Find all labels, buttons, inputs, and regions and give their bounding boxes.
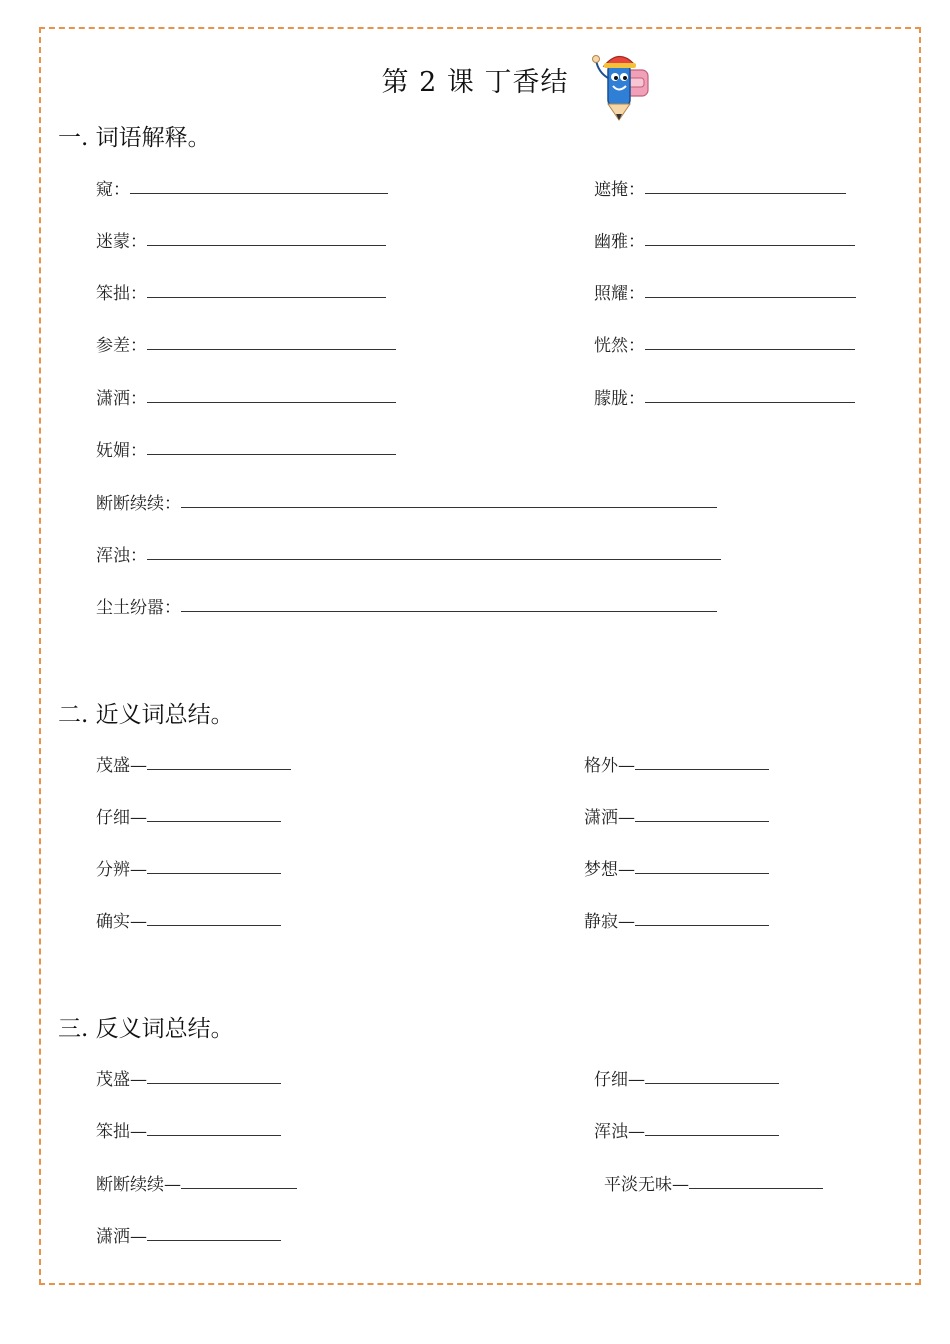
answer-blank[interactable] (645, 279, 856, 298)
antonym-item (96, 1221, 281, 1247)
answer-blank[interactable] (645, 384, 855, 403)
answer-blank[interactable] (147, 436, 396, 455)
antonym-item (96, 1064, 281, 1090)
word-label: 茂盛— (96, 756, 147, 776)
definition-item (96, 278, 386, 304)
definition-item (96, 592, 717, 618)
section-heading-synonyms: 二. 近义词总结。 (58, 702, 234, 728)
antonym-item (604, 1169, 823, 1195)
answer-blank[interactable] (147, 751, 291, 770)
antonym-item (96, 1169, 297, 1195)
definition-item (96, 330, 396, 356)
term-label: 照耀： (594, 284, 645, 304)
answer-blank[interactable] (645, 1117, 779, 1136)
answer-blank[interactable] (635, 855, 769, 874)
answer-blank[interactable] (635, 751, 769, 770)
word-label: 断断续续— (96, 1175, 181, 1195)
answer-blank[interactable] (181, 489, 717, 508)
term-label: 遮掩： (594, 180, 645, 200)
definition-item (594, 330, 855, 356)
term-label: 浑浊： (96, 546, 147, 566)
answer-blank[interactable] (635, 803, 769, 822)
antonym-item (594, 1116, 779, 1142)
term-label: 尘土纷嚣： (96, 598, 181, 618)
word-label: 潇洒— (584, 808, 635, 828)
synonym-item (584, 750, 769, 776)
answer-blank[interactable] (130, 175, 388, 194)
term-label: 笨拙： (96, 284, 147, 304)
definition-item (96, 488, 717, 514)
term-label: 朦胧： (594, 389, 645, 409)
definition-item (594, 278, 856, 304)
answer-blank[interactable] (181, 1170, 297, 1189)
word-label: 静寂— (584, 912, 635, 932)
synonym-item (584, 854, 769, 880)
word-label: 平淡无味— (604, 1175, 689, 1195)
term-label: 妩媚： (96, 441, 147, 461)
answer-blank[interactable] (645, 331, 855, 350)
answer-blank[interactable] (147, 907, 281, 926)
word-label: 浑浊— (594, 1122, 645, 1142)
word-label: 梦想— (584, 860, 635, 880)
term-label: 潇洒： (96, 389, 147, 409)
word-label: 分辨— (96, 860, 147, 880)
term-label: 恍然： (594, 336, 645, 356)
answer-blank[interactable] (645, 1065, 779, 1084)
answer-blank[interactable] (147, 384, 396, 403)
definition-item (594, 383, 855, 409)
word-label: 格外— (584, 756, 635, 776)
pencil-mascot-icon (590, 48, 662, 124)
synonym-item (96, 854, 281, 880)
answer-blank[interactable] (147, 1222, 281, 1241)
synonym-item (584, 802, 769, 828)
answer-blank[interactable] (181, 593, 717, 612)
synonym-item (96, 802, 281, 828)
section-heading-antonyms: 三. 反义词总结。 (58, 1016, 234, 1042)
term-label: 幽雅： (594, 232, 645, 252)
definition-item (594, 174, 846, 200)
synonym-item (584, 906, 769, 932)
page-title: 第 2 课 丁香结 (381, 67, 569, 98)
answer-blank[interactable] (147, 803, 281, 822)
word-label: 确实— (96, 912, 147, 932)
answer-blank[interactable] (147, 541, 721, 560)
word-label: 仔细— (96, 808, 147, 828)
term-label: 参差： (96, 336, 147, 356)
word-label: 仔细— (594, 1070, 645, 1090)
synonym-item (96, 750, 291, 776)
answer-blank[interactable] (147, 1065, 281, 1084)
answer-blank[interactable] (147, 331, 396, 350)
definition-item (96, 174, 388, 200)
antonym-item (594, 1064, 779, 1090)
answer-blank[interactable] (645, 227, 855, 246)
answer-blank[interactable] (635, 907, 769, 926)
term-label: 窥： (96, 180, 130, 200)
term-label: 迷蒙： (96, 232, 147, 252)
answer-blank[interactable] (147, 855, 281, 874)
section-heading-definitions: 一. 词语解释。 (58, 125, 211, 151)
antonym-item (96, 1116, 281, 1142)
answer-blank[interactable] (147, 227, 386, 246)
answer-blank[interactable] (645, 175, 846, 194)
dashed-page-border (39, 27, 921, 1285)
answer-blank[interactable] (147, 1117, 281, 1136)
word-label: 潇洒— (96, 1227, 147, 1247)
answer-blank[interactable] (689, 1170, 823, 1189)
definition-item (96, 383, 396, 409)
word-label: 茂盛— (96, 1070, 147, 1090)
term-label: 断断续续： (96, 494, 181, 514)
definition-item (96, 435, 396, 461)
synonym-item (96, 906, 281, 932)
answer-blank[interactable] (147, 279, 386, 298)
definition-item (96, 540, 721, 566)
definition-item (594, 226, 855, 252)
word-label: 笨拙— (96, 1122, 147, 1142)
definition-item (96, 226, 386, 252)
